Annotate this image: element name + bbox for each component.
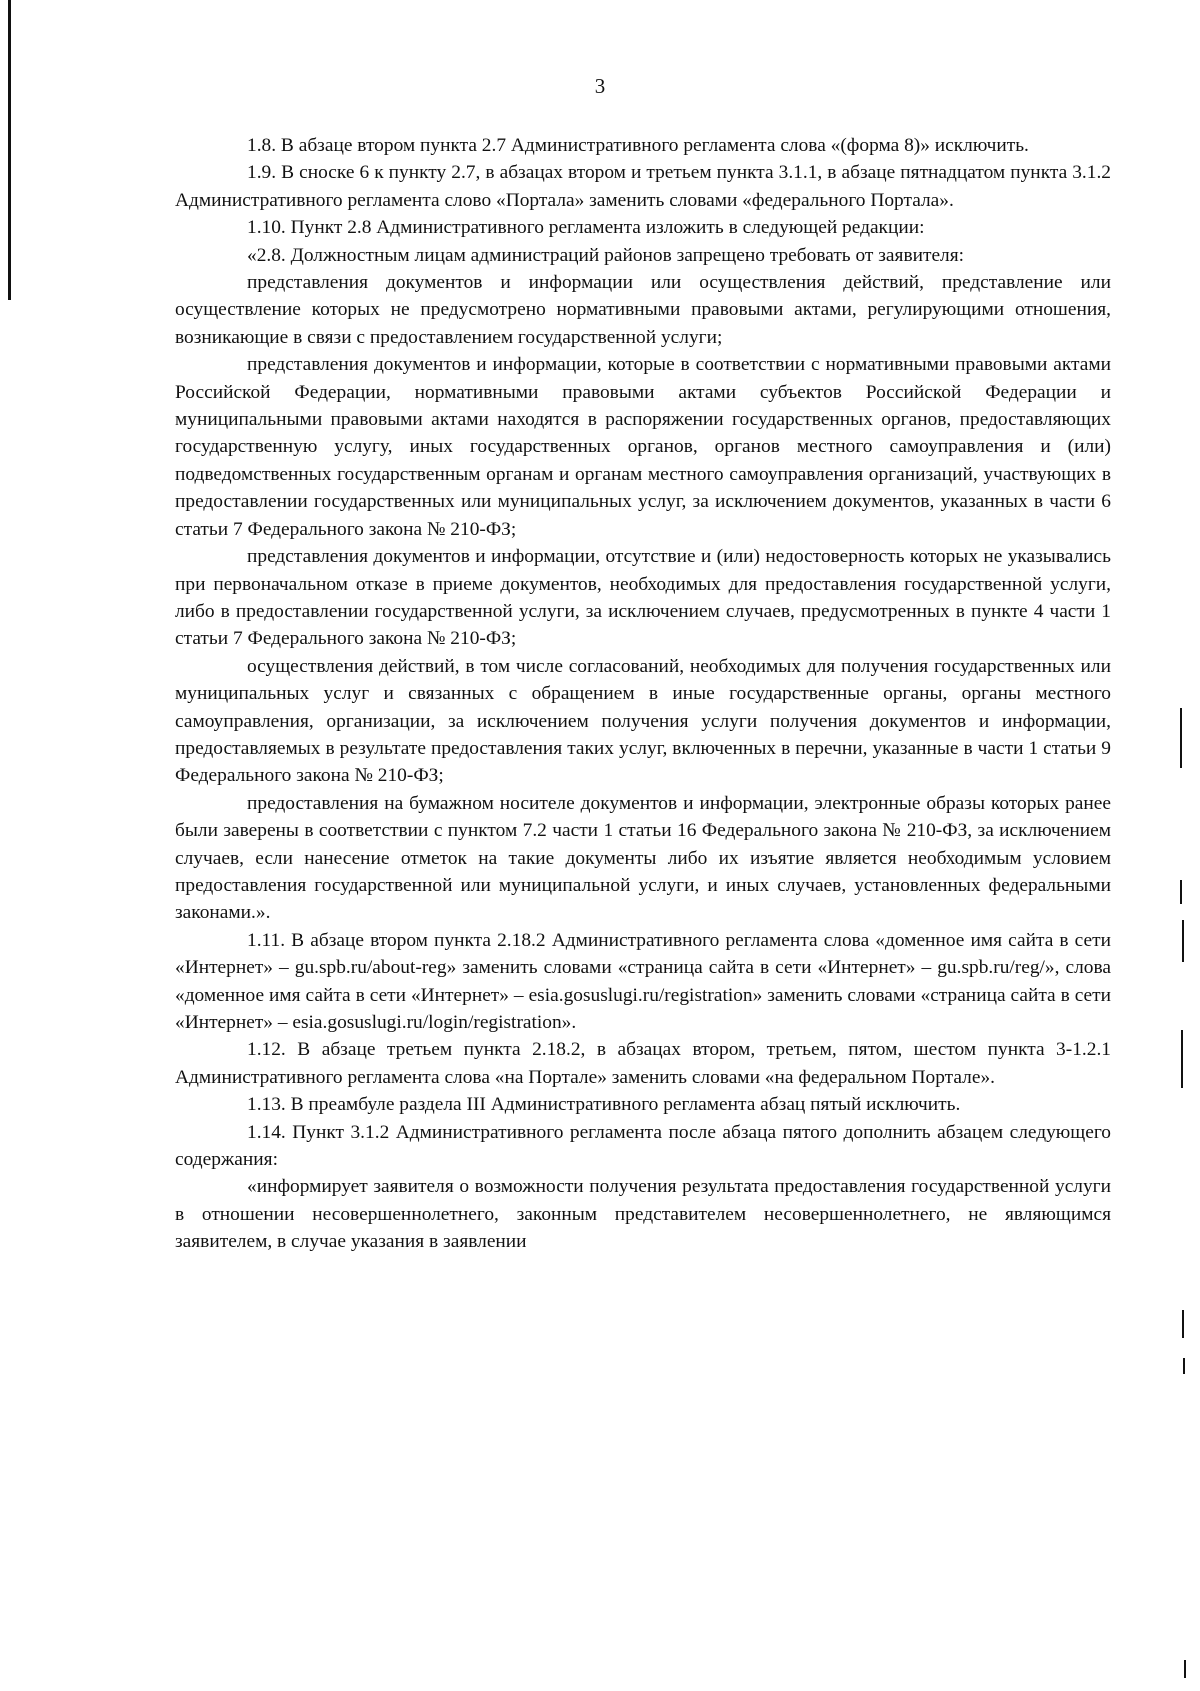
scan-edge-mark [1181, 1030, 1183, 1088]
paragraph-2-8-item: предоставления на бумажном носителе документов и информации, электронные образы которых ранее были заверены в соответствии с пунктом 7.2 части 1 статьи 16 Федерального закона № 210-ФЗ, за исключением случаев, если нанесение отметок на такие документы либо их изъятие является необходимым условием предоставления государственной или муниципальной услуги, и иных случаев, установленных федеральными законами.». [175, 792, 1111, 924]
scan-edge-mark [1180, 708, 1182, 768]
paragraph-1-13: 1.13. В преамбуле раздела III Административного регламента абзац пятый исключить. [247, 1094, 961, 1116]
paragraph-1-11: 1.11. В абзаце втором пункта 2.18.2 Административного регламента слова «доменное имя сайта в сети «Интернет» – gu.spb.ru/about-reg» заменить словами «страница сайта в сети «Интернет» – gu.spb.ru/reg/», слова «доменное имя сайта в сети «Интернет» – esia.gosuslugi.ru/registration» заменить словами «страница сайта в сети «Интернет» – esia.gosuslugi.ru/login/registration». [175, 929, 1111, 1033]
paragraph-1-14: 1.14. Пункт 3.1.2 Административного регламента после абзаца пятого дополнить абзацем следующего содержания: [175, 1121, 1111, 1171]
paragraph-2-8-intro: «2.8. Должностным лицам администраций районов запрещено требовать от заявителя: [247, 244, 965, 266]
scan-edge-mark [8, 0, 11, 300]
document-body [175, 132, 1111, 1256]
scan-edge-mark [1183, 1358, 1185, 1374]
scan-edge-mark [1182, 920, 1184, 962]
paragraph-2-8-item: осуществления действий, в том числе согласований, необходимых для получения государственных или муниципальных услуг и связанных с обращением в иные государственные органы, органы местного самоуправления, организации, за исключением получения услуги получения документов и информации, предоставляемых в результате предоставления таких услуг, включенных в перечни, указанные в части 1 статьи 9 Федерального закона № 210-ФЗ; [175, 655, 1111, 787]
paragraph-quoted-insert: «информирует заявителя о возможности получения результата предоставления государственной услуги в отношении несовершеннолетнего, законным представителем несовершеннолетнего, не являющимся заявителем, в случае указания в заявлении [175, 1176, 1111, 1253]
paragraph-1-9: 1.9. В сноске 6 к пункту 2.7, в абзацах втором и третьем пункта 3.1.1, в абзаце пятнадцатом пункта 3.1.2 Административного регламента слово «Портала» заменить словами «федерального Портала». [175, 162, 1111, 211]
paragraph-2-8-item: представления документов и информации или осуществления действий, представление или осуществление которых не предусмотрено нормативными правовыми актами, регулирующими отношения, возникающие в связи с предоставлением государственной услуги; [175, 272, 1111, 348]
paragraph-1-10: 1.10. Пункт 2.8 Административного регламента изложить в следующей редакции: [247, 217, 925, 239]
page-number: 3 [594, 74, 606, 98]
paragraph-2-8-item: представления документов и информации, отсутствие и (или) недостоверность которых не указывались при первоначальном отказе в приеме документов, необходимых для предоставления государственной услуги, либо в предоставлении государственной услуги, за исключением случаев, предусмотренных в пункте 4 части 1 статьи 7 Федерального закона № 210-ФЗ; [175, 546, 1111, 650]
scan-edge-mark [1180, 880, 1182, 904]
scan-edge-mark [1182, 1310, 1184, 1338]
paragraph-1-12: 1.12. В абзаце третьем пункта 2.18.2, в абзацах втором, третьем, пятом, шестом пункта 3-1.2.1 Административного регламента слова «на Портале» заменить словами «на федеральном Портале». [175, 1039, 1111, 1088]
scan-edge-mark [1184, 1660, 1186, 1678]
paragraph-1-8: 1.8. В абзаце втором пункта 2.7 Административного регламента слова «(форма 8)» исключить. [247, 135, 1029, 156]
paragraph-2-8-item: представления документов и информации, которые в соответствии с нормативными правовыми актами Российской Федерации, нормативными правовыми актами субъектов Российской Федерации и муниципальными правовыми актами находятся в распоряжении государственных органов, предоставляющих государственную услугу, иных государственных органов, органов местного самоуправления и (или) подведомственных государственным органам и органам местного самоуправления организаций, участвующих в предоставлении государственных или муниципальных услуг, за исключением документов, указанных в части 6 статьи 7 Федерального закона № 210-ФЗ; [175, 354, 1111, 540]
